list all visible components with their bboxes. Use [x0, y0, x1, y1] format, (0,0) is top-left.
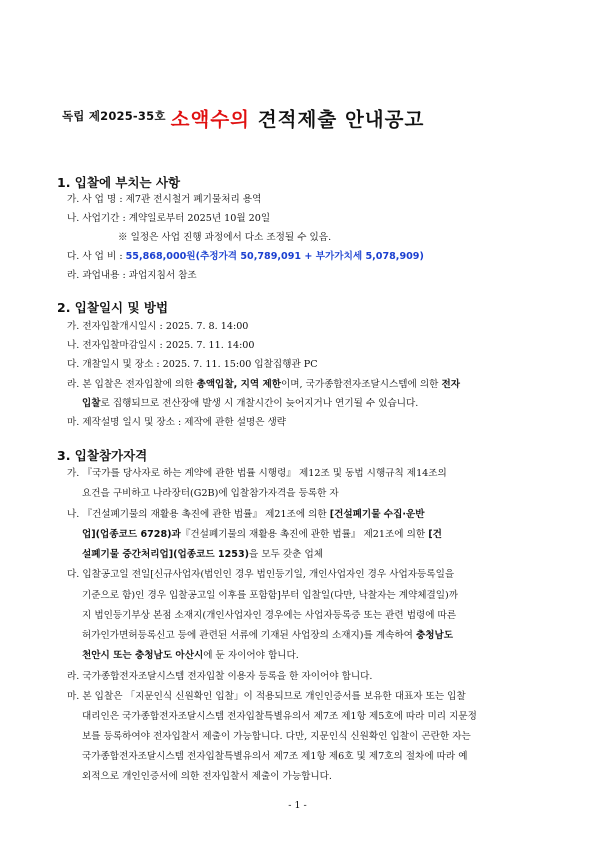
bold-run: [건설폐기물 수집·운반 [329, 509, 425, 520]
text-run: 라. 본 입찰은 전자입찰에 의한 [67, 379, 197, 390]
item-3a-line1: 가. 『국가를 당사자로 하는 계약에 관한 법률 시행령』 제12조 및 동법 시행규칙 제14조의 [67, 468, 447, 479]
item-3c-line5 [82, 649, 299, 662]
text-run: 로 집행되므로 전산장애 발생 시 개찰시간이 늦어지거나 연기될 수 있습니다. [100, 398, 419, 409]
bold-run: 충청남도 [415, 630, 454, 641]
text-run: 허가인가면허등록신고 등에 관련된 서류에 기재된 사업장의 소재지)를 계속하여 [82, 630, 416, 641]
text-run: 『건설폐기물의 재활용 촉진에 관한 법률』 제21조에 의한 [180, 529, 429, 540]
item-3a-line2: 요건을 구비하고 나라장터(G2B)에 입찰참가자격을 등록한 자 [82, 488, 339, 499]
item-1b: 나. 사업기간 : 계약일로부터 2025년 10월 20일 [67, 213, 271, 224]
item-2d-line2 [82, 397, 418, 410]
bold-run: 총액입찰, 지역 제한 [196, 379, 281, 390]
text-run: 이며, 국가종합전자조달시스템에 의한 [280, 379, 442, 390]
bold-run: 천안시 또는 충청남도 아산시 [82, 650, 204, 661]
document-title [0, 104, 595, 132]
item-3b-line1 [67, 508, 425, 521]
title-text: 견적제출 안내공고 [250, 108, 425, 131]
item-3b-line2 [82, 528, 442, 541]
item-3d: 라. 국가종합전자조달시스템 전자입찰 이용자 등록을 한 자이어야 합니다. [67, 671, 373, 682]
page-number: - 1 - [288, 800, 307, 811]
section-heading-2: 2. 입찰일시 및 방법 [57, 300, 169, 315]
title-highlight: 소액수의 [170, 108, 251, 131]
bold-run: [건 [428, 529, 442, 540]
item-3c-line3: 지 법인등기부상 본점 소재지(개인사업자인 경우에는 사업자등록증 또는 관련 법령에 따른 [82, 610, 457, 621]
text-run: 나. 『건설폐기물의 재활용 촉진에 관한 법률』 제21조에 의한 [67, 509, 330, 520]
item-3c-line1: 다. 입찰공고일 전일[신규사업자(법인인 경우 법인등기일, 개인사업자인 경우 사업자등록일을 [67, 569, 455, 580]
section-heading-1: 1. 입찰에 부치는 사항 [57, 175, 181, 190]
item-2e: 마. 제작설명 일시 및 장소 : 제작에 관한 설명은 생략 [67, 417, 287, 428]
item-3e-line1: 마. 본 입찰은 「지문인식 신원확인 입찰」이 적용되므로 개인인증서를 보유한 대표자 또는 입찰 [67, 691, 466, 702]
item-2b: 나. 전자입찰마감일시 : 2025. 7. 11. 14:00 [67, 340, 255, 351]
bold-run: 전자 [441, 379, 461, 390]
item-1c-label: 다. 사 업 비 : [67, 251, 126, 262]
text-run: 을 모두 갖춘 업체 [249, 549, 324, 560]
item-2a: 가. 전자입찰개시일시 : 2025. 7. 8. 14:00 [67, 321, 249, 332]
item-3e-line4: 국가종합전자조달시스템 전자입찰특별유의서 제7조 제1항 제6호 및 제7호의 절차에 따라 예 [82, 751, 468, 762]
bold-run: 업](업종코드 6728)과 [82, 529, 181, 540]
item-2c: 다. 개찰일시 및 장소 : 2025. 7. 11. 15:00 입찰집행관 PC [67, 359, 318, 370]
item-1b-note: ※ 일정은 사업 진행 과정에서 다소 조정될 수 있음. [118, 232, 332, 243]
item-1d: 라. 과업내용 : 과업지침서 참조 [67, 270, 197, 281]
text-run: 에 둔 자이어야 합니다. [203, 650, 299, 661]
item-3b-line3 [82, 548, 323, 561]
item-3e-line5: 외적으로 개인인증서에 의한 전자입찰서 제출이 가능합니다. [82, 771, 332, 782]
bold-run: 입찰 [82, 398, 101, 409]
budget-value: 55,868,000원(추정가격 50,789,091 + 부가가치세 5,078,909) [125, 251, 424, 262]
item-3c-line2: 기준으로 함)인 경우 입찰공고일 이후를 포함함]부터 입찰일(다만, 낙찰자는 계약체결일)까 [82, 590, 459, 601]
document-number: 독립 제2025-35호 [62, 109, 166, 123]
section-heading-3: 3. 입찰참가자격 [57, 448, 148, 463]
item-3e-line3: 보를 등록하여야 전자입찰서 제출이 가능합니다. 다만, 지문인식 신원확인 입찰이 곤란한 자는 [82, 731, 471, 742]
item-2d-line1 [67, 378, 460, 391]
bold-run: 설폐기물 중간처리업](업종코드 1253) [82, 549, 250, 560]
item-1a: 가. 사 업 명 : 제7관 전시철거 폐기물처리 용역 [67, 194, 262, 205]
item-3e-line2: 대리인은 국가종합전자조달시스템 전자입찰특별유의서 제7조 제1항 제5호에 따라 미리 지문정 [82, 711, 477, 722]
item-3c-line4 [82, 629, 453, 642]
item-1c [67, 250, 424, 263]
